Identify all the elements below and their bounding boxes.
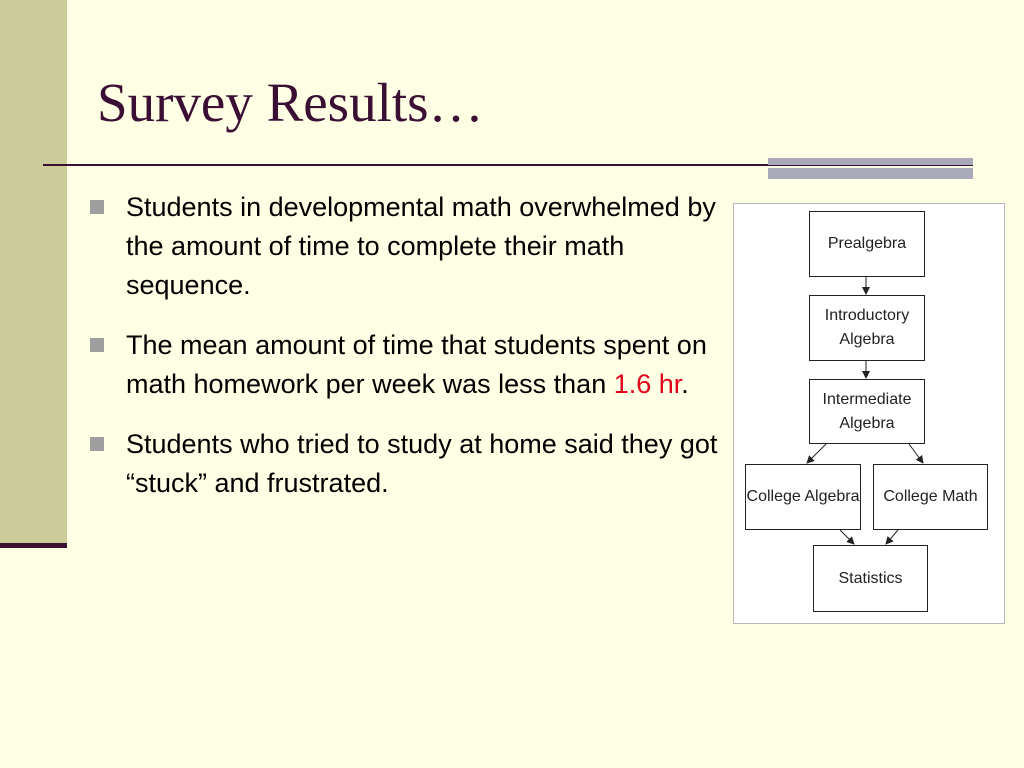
- bullet-list: [90, 188, 740, 524]
- side-band: [0, 0, 67, 548]
- bullet-text: Students who tried to study at home said they got “stuck” and frustrated.: [126, 429, 718, 498]
- edge-intermediate-to-college-math: [909, 444, 923, 463]
- bullet-item: [90, 425, 740, 503]
- edge-intermediate-to-college-algebra: [807, 444, 826, 463]
- highlight-value: 1.6 hr: [613, 369, 682, 399]
- bullet-text: Students in developmental math overwhelmed by the amount of time to complete their math sequence.: [126, 192, 716, 300]
- node-intermediate-algebra: Intermediate Algebra: [809, 379, 925, 444]
- bullet-item: [90, 326, 740, 404]
- bullet-item: [90, 188, 740, 305]
- edge-college-math-to-statistics: [886, 530, 898, 544]
- slide-title: Survey Results…: [97, 72, 484, 133]
- square-bullet-icon: [90, 200, 104, 214]
- node-introductory-algebra: Introductory Algebra: [809, 295, 925, 361]
- square-bullet-icon: [90, 437, 104, 451]
- node-prealgebra: Prealgebra: [809, 211, 925, 277]
- side-band-accent-line: [0, 543, 67, 548]
- bullet-text: The mean amount of time that students spent on math homework per week was less than: [126, 330, 707, 399]
- square-bullet-icon: [90, 338, 104, 352]
- node-college-math: College Math: [873, 464, 988, 530]
- edge-college-algebra-to-statistics: [840, 530, 854, 544]
- node-statistics: Statistics: [813, 545, 928, 612]
- title-rule-accent: [768, 158, 973, 179]
- node-college-algebra: College Algebra: [745, 464, 861, 530]
- bullet-text-end: .: [681, 369, 689, 399]
- math-sequence-flowchart: [733, 203, 1005, 624]
